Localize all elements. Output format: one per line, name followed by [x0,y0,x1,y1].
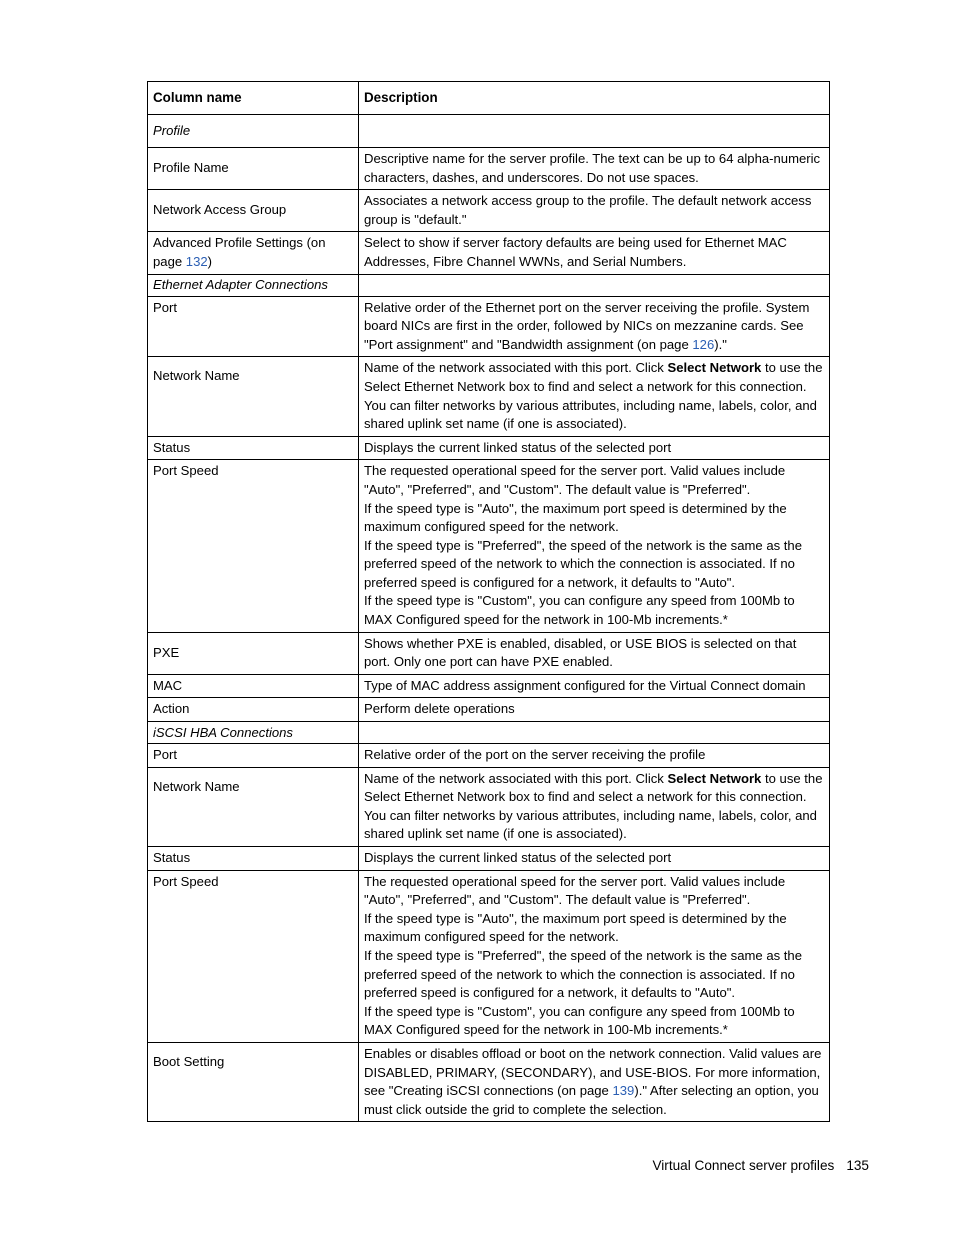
row-description: Shows whether PXE is enabled, disabled, or USE BIOS is selected on that port. Only one port can have PXE enabled. [359,632,830,674]
row-description [359,722,830,744]
description-text-end: to use the Select Ethernet Network box to find and select a network for this connection. You can filter networks by various attributes, including name, labels, color, and shared uplink set name (if one is associated). [364,360,823,432]
row-name-text: Advanced Profile Settings (on page [153,235,326,269]
row-description [359,274,830,296]
row-name: Action [148,698,359,722]
description-paragraph: If the speed type is "Preferred", the speed of the network is the same as the preferred speed of the network to which the connection is associated. If no preferred speed is configured for a network, it defaults to "Auto". [364,947,802,1001]
table-row [148,357,830,436]
table-row [148,698,830,722]
row-description: Displays the current linked status of the selected port [359,436,830,460]
row-name: Network Name [148,357,359,436]
description-text: Relative order of the Ethernet port on the server receiving the profile. System board NICs are first in the order, followed by NICs on mezzanine cards. See "Port assignment" and "Bandwidth assignment (on page [364,299,810,352]
row-description [359,115,830,148]
description-text-end: )." [714,336,727,352]
row-description: Perform delete operations [359,698,830,722]
description-text-end: )." After selecting an option, you must click outside the grid to complete the selection. [364,1083,819,1117]
table-row [148,767,830,846]
page-footer [652,1158,869,1173]
column-description-table [147,81,830,1122]
select-network-label: Select Network [667,770,762,786]
row-description [359,870,830,1042]
row-name: Profile Name [148,148,359,190]
description-text: Enables or disables offload or boot on the network connection. Valid values are DISABLED, PRIMARY, (SECONDARY), and USE-BIOS. For more information, see "Creating iSCSI connections (on page [364,1045,822,1099]
page-link-132[interactable]: 132 [185,253,208,269]
description-paragraph: If the speed type is "Auto", the maximum port speed is determined by the maximum configured speed for the network. [364,500,787,535]
description-text: Name of the network associated with this port. Click [364,770,668,786]
table-row [148,296,830,357]
row-description: Select to show if server factory defaults are being used for Ethernet MAC Addresses, Fibre Channel WWNs, and Serial Numbers. [359,232,830,274]
table-row [148,436,830,460]
table-row [148,274,830,296]
description-text-end: to use the Select Ethernet Network box to find and select a network for this connection. You can filter networks by various attributes, including name, labels, color, and shared uplink set name (if one is associated). [364,770,823,842]
row-description [359,460,830,632]
row-name: Port [148,296,359,357]
row-description [359,767,830,846]
description-paragraph: The requested operational speed for the server port. Valid values include "Auto", "Preferred", and "Custom". The default value is "Preferred". [364,463,786,497]
row-description: Type of MAC address assignment configured for the Virtual Connect domain [359,674,830,698]
section-label-ethernet-adapter-connections: Ethernet Adapter Connections [148,274,359,296]
row-description [359,1042,830,1121]
description-paragraph: If the speed type is "Preferred", the speed of the network is the same as the preferred speed of the network to which the connection is associated. If no preferred speed is configured for a network, it defaults to "Auto". [364,537,802,590]
row-name: Boot Setting [148,1042,359,1121]
table-row [148,744,830,768]
row-description [359,296,830,357]
table-row [148,870,830,1042]
row-name: MAC [148,674,359,698]
page-link-126[interactable]: 126 [692,336,715,352]
row-description [359,357,830,436]
description-paragraph: If the speed type is "Custom", you can configure any speed from 100Mb to MAX Configured speed for the network in 100-Mb increments.* [364,1003,795,1038]
row-name: Port Speed [148,460,359,632]
table-row [148,460,830,632]
section-label-profile: Profile [148,115,359,148]
select-network-label: Select Network [667,360,762,376]
table-row [148,115,830,148]
table-row [148,1042,830,1121]
table-row [148,674,830,698]
description-text: Name of the network associated with this port. Click [364,360,668,376]
footer-section-title: Virtual Connect server profiles [652,1158,835,1173]
row-name-text-end: ) [207,253,213,269]
row-name: Network Name [148,767,359,846]
section-label-iscsi-hba-connections: iSCSI HBA Connections [148,722,359,744]
row-name: Port [148,744,359,768]
header-description: Description [359,82,830,115]
table-row [148,632,830,674]
table-row [148,190,830,232]
row-name [148,232,359,274]
page-number: 135 [846,1158,869,1173]
table-row [148,722,830,744]
table-row [148,232,830,274]
row-description: Displays the current linked status of the selected port [359,847,830,871]
page-link-139[interactable]: 139 [612,1083,635,1099]
description-paragraph: If the speed type is "Auto", the maximum port speed is determined by the maximum configured speed for the network. [364,910,787,945]
row-name: Status [148,847,359,871]
description-paragraph: The requested operational speed for the server port. Valid values include "Auto", "Preferred", and "Custom". The default value is "Preferred". [364,873,786,908]
header-column-name: Column name [148,82,359,115]
row-name: PXE [148,632,359,674]
description-paragraph: If the speed type is "Custom", you can configure any speed from 100Mb to MAX Configured speed for the network in 100-Mb increments.* [364,593,795,628]
table-row [148,847,830,871]
row-description: Descriptive name for the server profile. The text can be up to 64 alpha-numeric characters, dashes, and underscores. Do not use spaces. [359,148,830,190]
row-description: Relative order of the port on the server receiving the profile [359,744,830,768]
row-name: Network Access Group [148,190,359,232]
row-name: Status [148,436,359,460]
table-row [148,148,830,190]
row-description: Associates a network access group to the profile. The default network access group is "default." [359,190,830,232]
row-name: Port Speed [148,870,359,1042]
table-header-row [148,82,830,115]
